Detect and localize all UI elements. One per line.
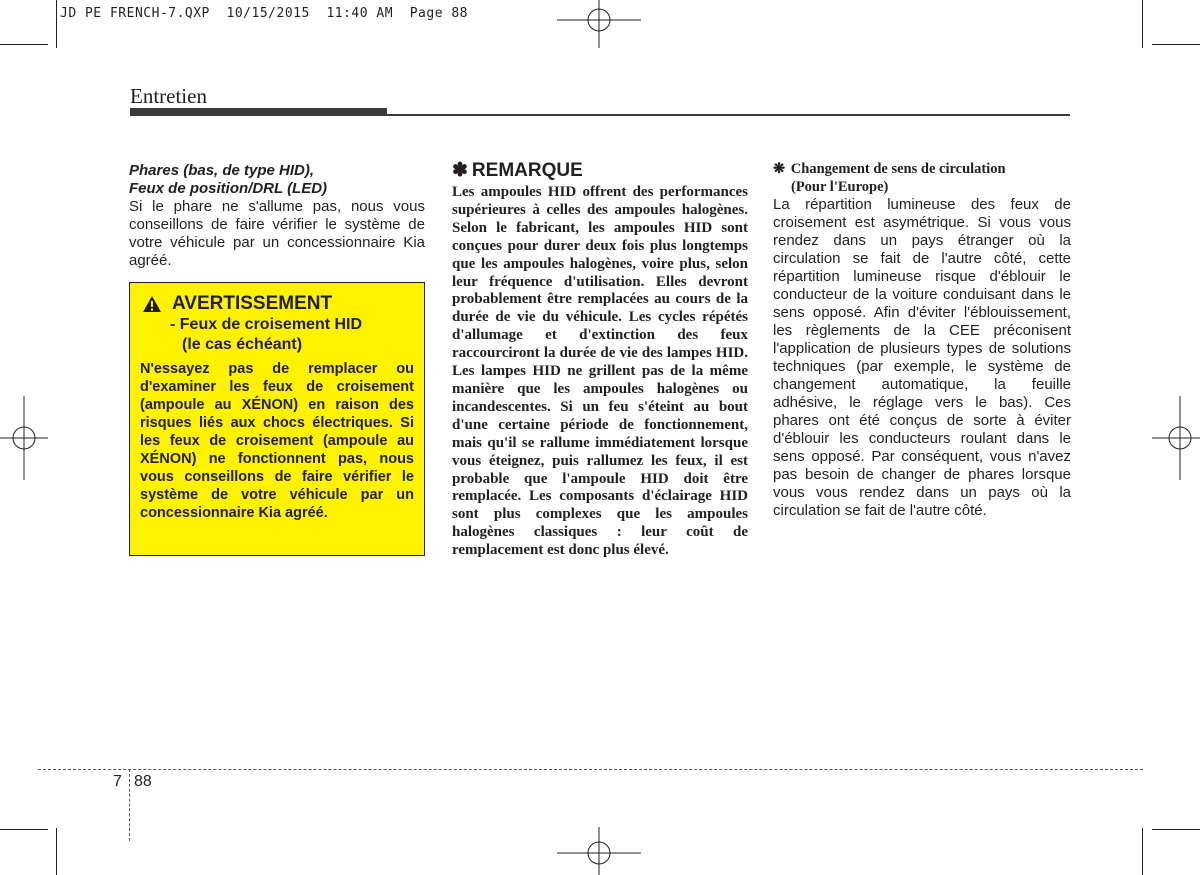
- warning-subtitle-line-2: (le cas échéant): [182, 336, 303, 353]
- right-column: [773, 161, 1071, 520]
- section-title: Entretien: [130, 84, 207, 108]
- warning-triangle-icon: [142, 295, 162, 313]
- remark-body-text: Les ampoules HID offrent des performances supérieures à celles des ampoules halogènes. Selon le fabricant, les ampoules HID sont conçues pour durer deux fois plus longtemps que les ampoules halogènes, voire plus, selon leur fréquence d'utilisation. Elles devront probablement être remplacées au cours de la durée de vie du véhicule. Les cycles répétés d'allumage et d'extinction des feux raccourciront la durée de vie des lampes HID. Les lampes HID ne grillent pas de la même manière que les ampoules halogènes ou incandescentes. Si un feu s'éteint au bout d'une certaine période de fonctionnement, mais qu'il se rallume immédiatement lorsque vous éteignez, puis rallumez les feux, il est probable que l'ampoule HID doit être remplacée. Les composants d'éclairage HID sont plus complexes que les ampoules halogènes classiques : leur coût de remplacement est donc plus élevé.: [452, 184, 748, 559]
- page-number: 88: [134, 773, 152, 790]
- left-body-text: Si le phare ne s'allume pas, nous vous conseillons de faire vérifier le système de votre véhicule par un concessionnaire Kia agréé.: [129, 198, 425, 269]
- crop-mark: [56, 0, 57, 48]
- warning-header: [140, 293, 414, 315]
- registration-mark-icon: [557, 827, 641, 875]
- right-body-text: La répartition lumineuse des feux de croisement est asymétrique. Si vous vous rendez dans un pays étranger où la circulation se fait de l'autre côté, cette répartition lumineuse risque d'éblouir le conducteur de la voiture conduisant dans le sens opposé. Afin d'éviter l'éblouissement, les règlements de la CEE préconisent l'application de plusieurs types de solutions techniques (par exemple, le système de changement automatique, la feuille adhésive, le réglage vers le bas). Ces phares ont été conçus de sorte à éviter d'éblouir les conducteurs roulant dans le sens opposé. Par conséquent, vous n'avez pas besoin de changer de phares lorsque vous vous rendez dans un pays où la circulation se fait de l'autre côté.: [773, 196, 1071, 519]
- chapter-number: 7: [113, 773, 122, 790]
- remark-section: [452, 160, 748, 560]
- warning-box: [129, 282, 425, 556]
- crop-mark: [1142, 0, 1143, 48]
- right-heading-line-2: (Pour l'Europe): [791, 178, 889, 195]
- subheading-line-1: Phares (bas, de type HID),: [129, 162, 315, 179]
- note-symbol-icon: ❋: [773, 161, 786, 177]
- warning-body-text: N'essayez pas de remplacer ou d'examiner les feux de croisement (ampoule au XÉNON) en raison des risques liés aux chocs électriques. Si les feux de croisement (ampoule au XÉNON) ne fonctionnent pas, nous vous conseillons de faire vérifier le système de votre véhicule par un concessionnaire Kia agréé.: [140, 361, 414, 521]
- crop-mark: [0, 829, 48, 830]
- remark-symbol-icon: ✽: [452, 160, 468, 181]
- subheading-line-2: Feux de position/DRL (LED): [129, 180, 328, 197]
- warning-title: AVERTISSEMENT: [172, 293, 333, 314]
- left-column: [129, 162, 425, 270]
- right-heading-line-1: [773, 161, 1071, 179]
- remark-header: [452, 160, 748, 182]
- crop-mark: [1152, 44, 1200, 45]
- footer-rule: [38, 769, 1143, 770]
- crop-mark: [56, 828, 57, 875]
- crop-mark: [1142, 828, 1143, 875]
- crop-mark: [0, 44, 48, 45]
- footer-divider: [129, 769, 130, 841]
- registration-mark-icon: [557, 0, 641, 48]
- right-heading-text: Changement de sens de circulation: [790, 161, 1006, 177]
- remark-title: REMARQUE: [471, 160, 583, 181]
- registration-mark-icon: [0, 396, 48, 480]
- header-rule-thin: [130, 114, 1070, 116]
- registration-mark-icon: [1152, 396, 1200, 480]
- print-slug: JD PE FRENCH-7.QXP 10/15/2015 11:40 AM Page 88: [60, 6, 469, 21]
- warning-subtitle-line-1: - Feux de croisement HID: [170, 316, 363, 333]
- crop-mark: [1152, 829, 1200, 830]
